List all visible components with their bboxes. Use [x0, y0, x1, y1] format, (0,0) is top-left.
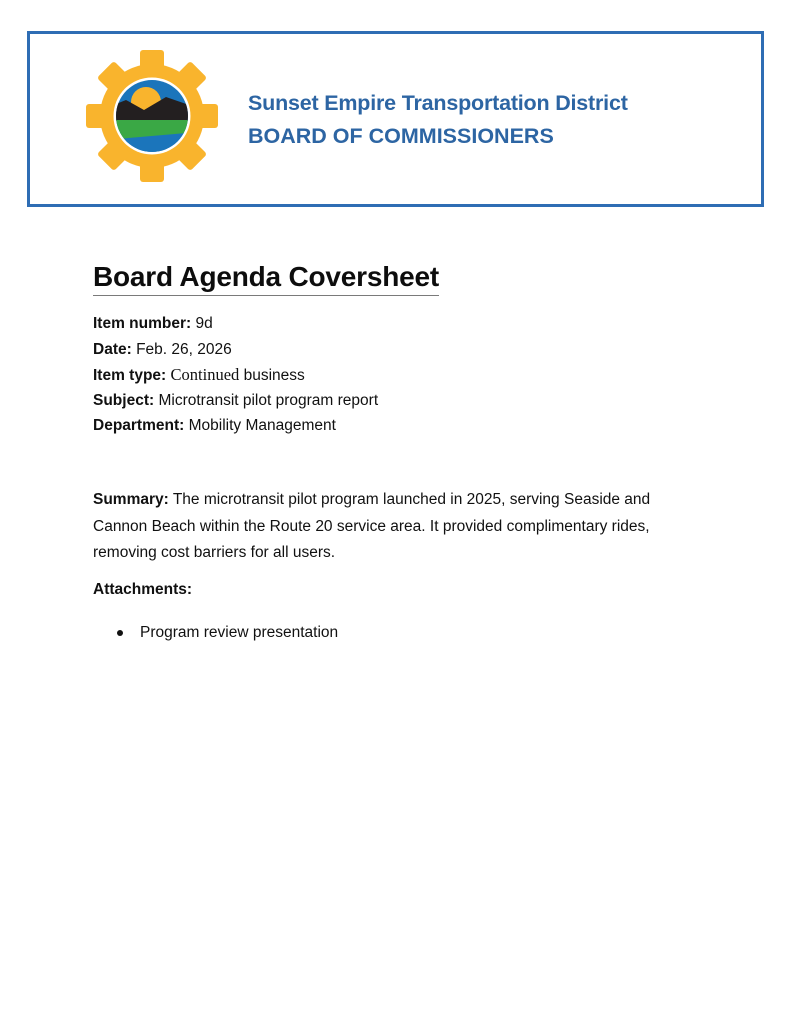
field-value: 9d: [195, 315, 213, 332]
attachments-list: [93, 621, 338, 645]
field-label: Item number:: [93, 315, 192, 332]
field-item-number: [93, 311, 378, 337]
attachment-item: [93, 621, 338, 645]
summary-label: Summary:: [93, 491, 169, 508]
field-value: Feb. 26, 2026: [136, 340, 232, 358]
agenda-fields: [93, 311, 378, 439]
field-department: [93, 413, 378, 439]
organization-name: Sunset Empire Transportation District: [248, 91, 628, 115]
field-label: Date:: [93, 340, 132, 358]
field-subject: [93, 388, 378, 414]
board-name: BOARD OF COMMISSIONERS: [248, 124, 554, 148]
header-banner: [27, 31, 764, 207]
field-label: Item type:: [93, 367, 167, 384]
bullet-icon: [117, 630, 123, 636]
attachment-name: Program review presentation: [140, 624, 339, 641]
field-value: business: [239, 367, 305, 384]
field-label: Department:: [93, 417, 185, 434]
page-title: Board Agenda Coversheet: [93, 260, 439, 296]
attachments-label: Attachments:: [93, 581, 193, 598]
summary-text: The microtransit pilot program launched in 2025, serving Seaside and Cannon Beach within the Route 20 service area. It provided complimentary rides, removing cost barriers for all users.: [93, 491, 651, 561]
field-item-type: [93, 362, 378, 388]
gear-sunset-landscape-logo-icon: [86, 50, 218, 182]
field-label: Subject:: [93, 391, 155, 409]
field-value-serif: Continued: [170, 365, 240, 384]
field-value: Mobility Management: [188, 417, 336, 434]
field-value: Microtransit pilot program report: [158, 391, 379, 409]
summary-paragraph: [93, 487, 703, 567]
field-date: [93, 337, 378, 363]
